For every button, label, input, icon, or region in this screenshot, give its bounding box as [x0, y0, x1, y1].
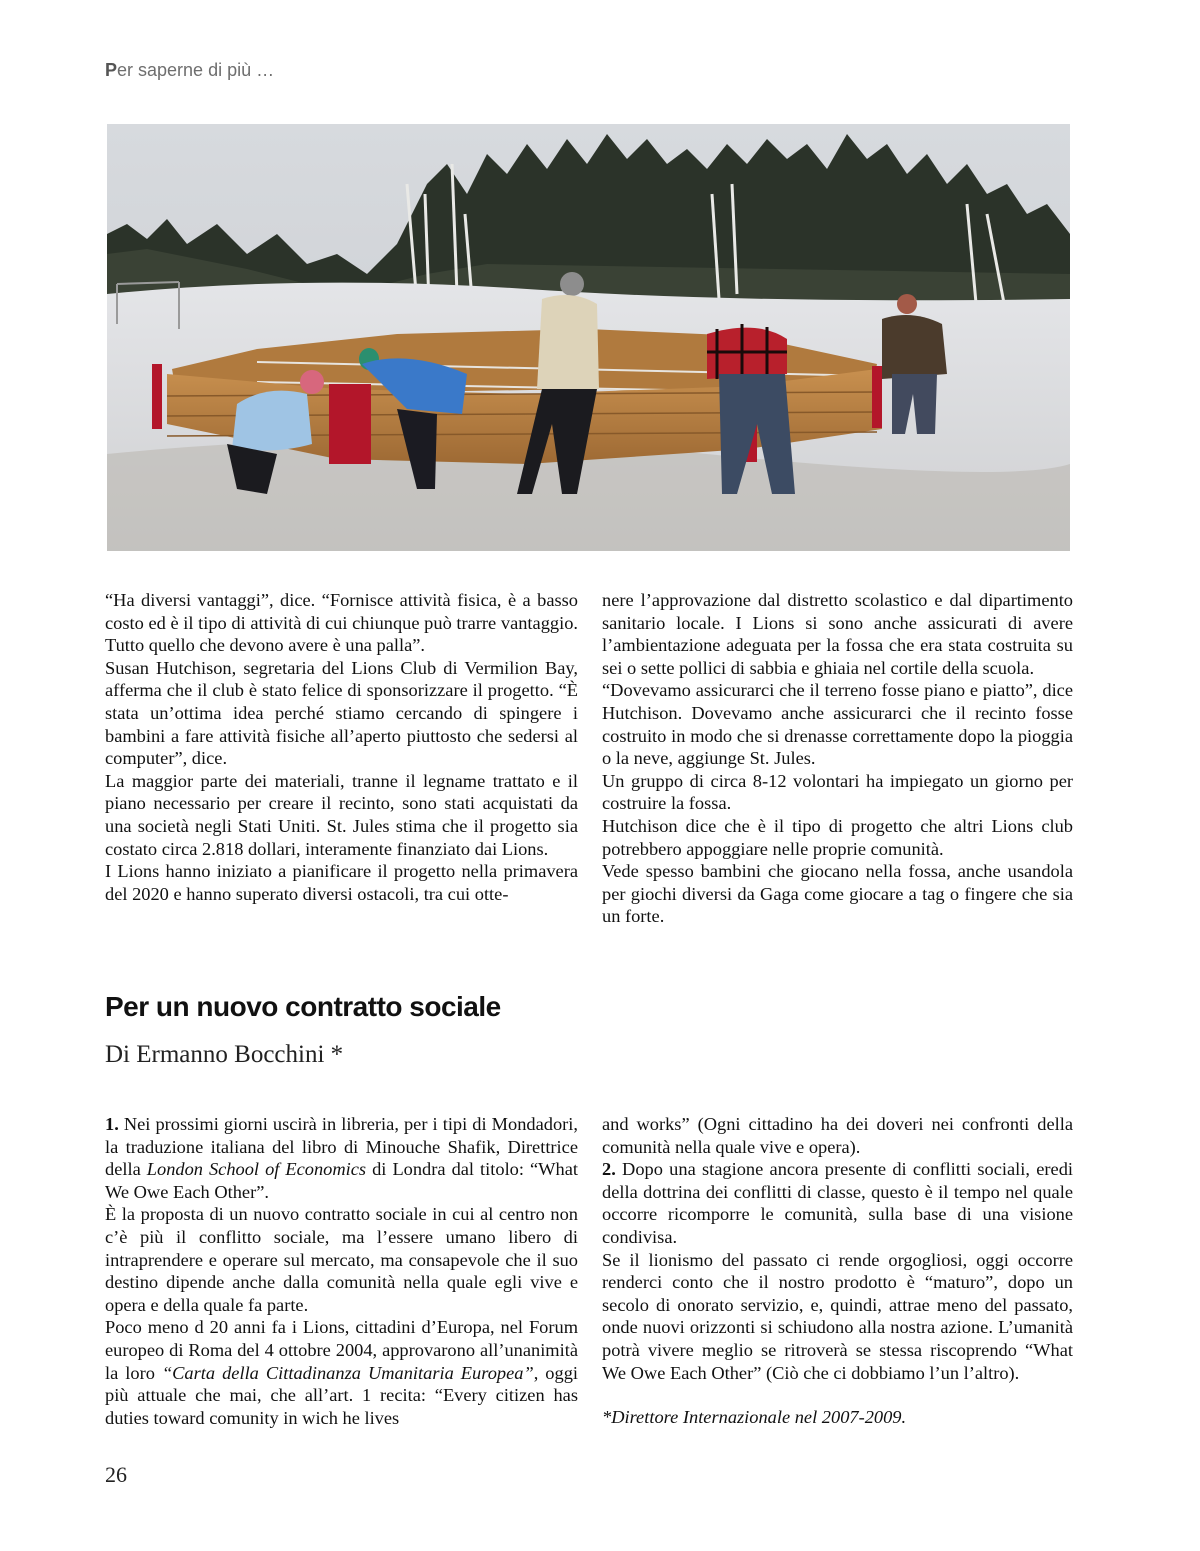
paragraph-number: 1. — [105, 1114, 119, 1134]
article2-column-2 — [602, 1113, 1073, 1429]
text-run: Poco meno d 20 anni fa i Lions, cittadini d’Europa, nel Forum europeo di Roma del 4 ottobre 2004, approvarono all’unanimità la loro — [105, 1317, 578, 1383]
page-number: 26 — [105, 1462, 127, 1487]
paragraph — [602, 1158, 1073, 1248]
text-run: di Londra dal titolo: “What We Owe Each Other”. — [105, 1159, 578, 1202]
paragraph: Hutchison dice che è il tipo di progetto che altri Lions club potrebbero appoggiare nelle proprie comunità. — [602, 815, 1073, 859]
article1-column-2 — [602, 589, 1073, 928]
paragraph: “Dovevamo assicurarci che il terreno fosse piano e piatto”, dice Hutchison. Dovevamo anche assicurarci che il recinto fosse costruito in modo che si drenasse correttamente dopo la pioggia o la neve, aggiunge St. Jules. — [602, 680, 1073, 769]
article-photo — [107, 124, 1070, 551]
text-run: Dopo una stagione ancora presente di conflitti sociali, eredi della dottrina dei conflitti di classe, questo è il tempo nel quale occorre ricomporre le comunità, sulla base di una visione condivisa. — [602, 1159, 1073, 1247]
paragraph: Un gruppo di circa 8-12 volontari ha impiegato un giorno per costruire la fossa. — [602, 770, 1073, 814]
article-byline: Di Ermanno Bocchini * — [105, 1041, 344, 1068]
paragraph: and works” (Ogni cittadino ha dei doveri nei confronti della comunità nella quale vive e opera). — [602, 1114, 1073, 1157]
section-header — [105, 60, 274, 81]
text-run: , oggi più attuale che mai, che all’art. 1 recita: “Every citizen has duties toward comunity in wich he lives — [105, 1362, 578, 1428]
paragraph: I Lions hanno iniziato a pianificare il progetto nella primavera del 2020 e hanno superato diversi ostacoli, tra cui otte- — [105, 861, 578, 904]
paragraph — [105, 1316, 578, 1429]
photo-illustration — [107, 124, 1070, 551]
header-initial: P — [105, 60, 118, 80]
article2-column-1 — [105, 1113, 578, 1429]
charter-title: “Carta della Cittadinanza Umanitaria Europea” — [161, 1362, 534, 1383]
paragraph: Se il lionismo del passato ci rende orgogliosi, oggi occorre renderci conto che il nostro prodotto è “maturo”, dopo un secolo di onorato servizio, e, quindi, attrae meno del passato, onde nuovi orizzonti si schiudono alla nostra azione. L’umanità potrà vivere meglio se ritroverà se stessa riscoprendo “What We Owe Each Other” (Ciò che ci dobbiamo l’un l’altro). — [602, 1249, 1073, 1383]
text-run: Nei prossimi giorni uscirà in libreria, per i tipi di Mondadori, la traduzione italiana del libro di Minouche Shafik, Direttrice della — [105, 1114, 578, 1180]
paragraph: Susan Hutchison, segretaria del Lions Club di Vermilion Bay, afferma che il club è stato felice di sponsorizzare il progetto. “È stata un’ottima idea perché stiamo cercando di spingere i bambini a fare attività fisiche all’aperto piuttosto che sedersi al computer”, dice. — [105, 657, 578, 769]
paragraph — [105, 1113, 578, 1203]
institution-name: London School of Economics — [146, 1159, 367, 1180]
article1-column-1 — [105, 589, 578, 905]
paragraph: È la proposta di un nuovo contratto sociale in cui al centro non c’è più il conflitto sociale, ma l’essere umano libero di intraprendere e operare sul mercato, ma consapevole che il suo destino dipende anche dalla comunità nella quale egli vive e opera e della quale fa parte. — [105, 1204, 578, 1315]
header-text: er saperne di più … — [117, 60, 275, 80]
article-title: Per un nuovo contratto sociale — [105, 991, 501, 1022]
paragraph: La maggior parte dei materiali, tranne il legname trattato e il piano necessario per creare il recinto, sono stati acquistati da una società negli Stati Uniti. St. Jules stima che il progetto sia costato circa 2.818 dollari, interamente finanziato dai Lions. — [105, 770, 578, 859]
author-footnote: *Direttore Internazionale nel 2007-2009. — [602, 1407, 907, 1428]
paragraph-number: 2. — [602, 1159, 616, 1180]
paragraph: nere l’approvazione dal distretto scolastico e dal dipartimento sanitario locale. I Lions si sono anche assicurati di avere l’ambientazione adeguata per la fossa che era stata costruita su sei o sette pollici di sabbia e ghiaia nel cortile della scuola. — [602, 590, 1073, 678]
paragraph: Vede spesso bambini che giocano nella fossa, anche usandola per giochi diversi da Gaga come giocare a tag o fingere che sia un forte. — [602, 861, 1073, 927]
paragraph: “Ha diversi vantaggi”, dice. “Fornisce attività fisica, è a basso costo ed è il tipo di attività di cui chiunque può trarre vantaggio. Tutto quello che devono avere è una palla”. — [105, 590, 578, 656]
